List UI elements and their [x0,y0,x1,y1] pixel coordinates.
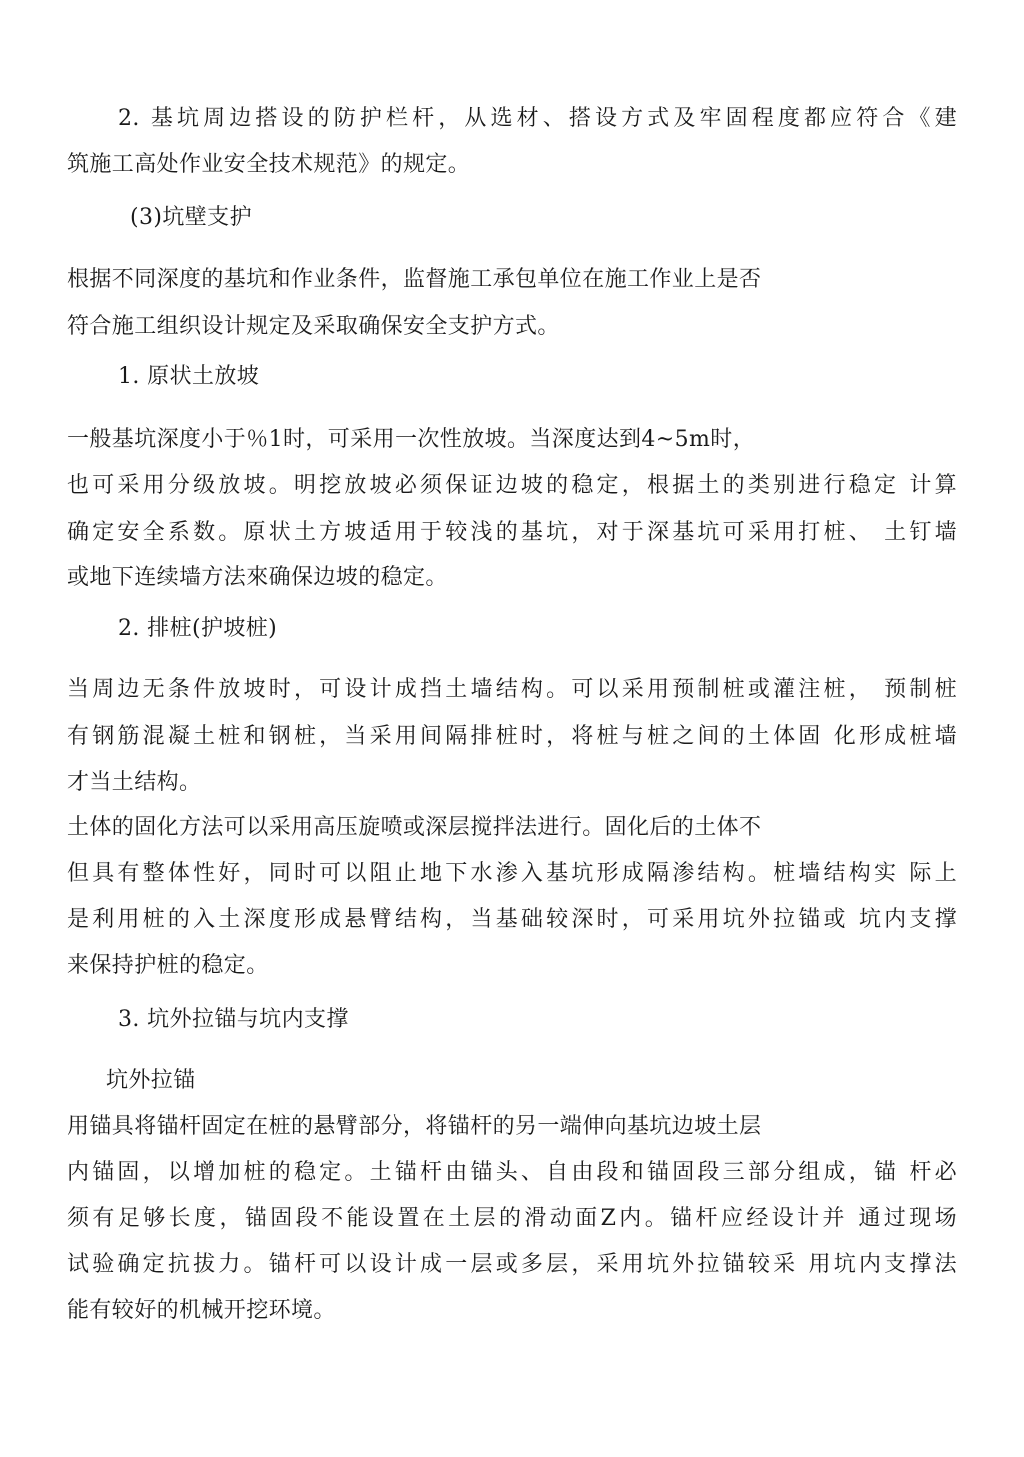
text-line: 试验确定抗拔力。锚杆可以设计成一层或多层，采用坑外拉锚较采 用坑内支撑法 [67,1252,957,1277]
section-heading: (3)坑壁支护 [130,205,252,230]
text-line: 但具有整体性好，同时可以阻止地下水渗入基坑形成隔渗结构。桩墙结构实 际上 [67,861,957,886]
subsection-heading: 坑外拉锚 [106,1068,196,1093]
text-line: 土体的固化方法可以采用高压旋喷或深层搅拌法进行。固化后的土体不 [67,815,762,840]
subsection-heading: 1. 原状土放坡 [118,364,260,389]
text-line: 来保持护桩的稳定。 [67,953,269,978]
subsection-heading: 2. 排桩(护坡桩) [118,616,278,641]
text-line: 当周边无条件放坡时，可设计成挡土墙结构。可以采用预制桩或灌注桩， 预制桩 [67,677,957,702]
text-line: 确定安全系数。原状土方坡适用于较浅的基坑，对于深基坑可采用打桩、 土钉墙 [67,520,957,545]
text-line: 用锚具将锚杆固定在桩的悬臂部分，将锚杆的另一端伸向基坑边坡土层 [67,1114,762,1139]
text-line: 筑施工高处作业安全技术规范》的规定。 [67,152,471,177]
text-line: 能有较好的机械开挖环境。 [67,1298,336,1323]
text-line: 须有足够长度，锚固段不能设置在土层的滑动面Z内。锚杆应经设计并 通过现场 [67,1206,957,1231]
text-line: 内锚固，以增加桩的稳定。土锚杆由锚头、自由段和锚固段三部分组成，锚 杆必 [67,1160,957,1185]
text-line: 有钢筋混凝土桩和钢桩，当采用间隔排桩时，将桩与桩之间的土体固 化形成桩墙 [67,724,957,749]
text-line: 一般基坑深度小于％1时，可采用一次性放坡。当深度达到4~5m时， [67,427,756,452]
text-line: 符合施工组织设计规定及采取确保安全支护方式。 [67,314,560,339]
text-line: 2. 基坑周边搭设的防护栏杆，从选材、搭设方式及牢固程度都应符合《建 [118,106,957,131]
text-line: 也可采用分级放坡。明挖放坡必须保证边坡的稳定，根据土的类别进行稳定 计算 [67,473,957,498]
subsection-heading: 3. 坑外拉锚与坑内支撑 [118,1007,349,1032]
text-line: 或地下连续墙方法來确保边坡的稳定。 [67,565,448,590]
text-line: 根据不同深度的基坑和作业条件，监督施工承包单位在施工作业上是否 [67,267,762,292]
text-line: 才当土结构。 [67,770,202,795]
text-line: 是利用桩的入土深度形成悬臂结构，当基础较深时，可采用坑外拉锚或 坑内支撑 [67,907,957,932]
